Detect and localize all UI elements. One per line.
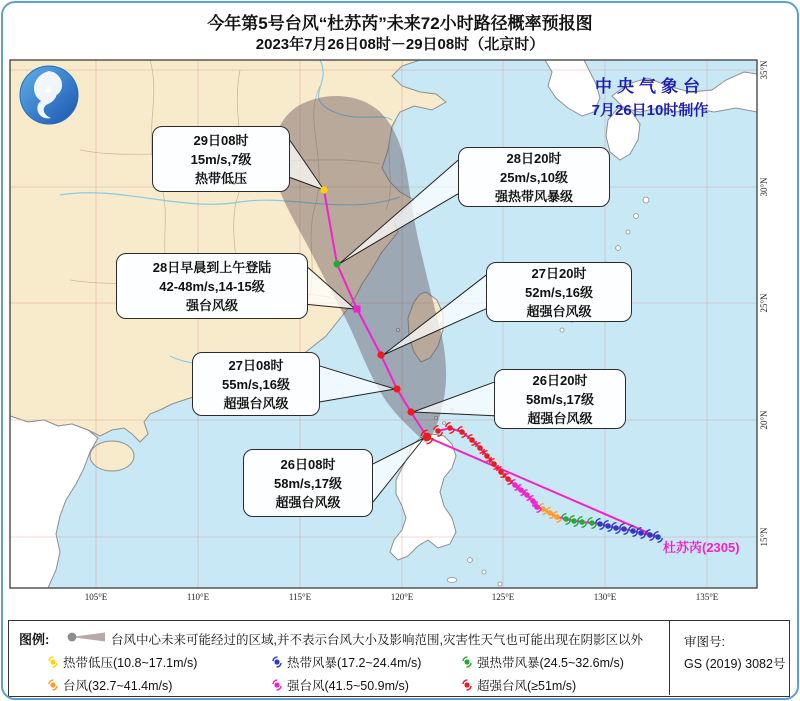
typhoon-glyph-dot [505,476,511,482]
typhoon-glyph-dot [638,530,644,536]
legend-glyph [463,680,471,690]
legend-glyph [273,680,281,690]
legend-item [47,676,172,694]
typhoon-glyph-dot [530,498,536,504]
typhoon-glyph-dot [589,520,595,526]
lon-tick-label: 110°E [186,592,210,602]
typhoon-glyph-dot [655,534,661,540]
legend-item [271,676,409,694]
cone-legend-icon [65,629,109,645]
legend-item-label: 超强台风(≥51m/s) [477,679,577,693]
legend-item-label: 台风(32.7~41.4m/s) [63,679,173,693]
legend-item-label: 热带风暴(17.2~24.4m/s) [287,656,422,670]
callout-c28-20 [458,147,610,207]
lon-tick-label: 105°E [84,592,108,602]
typhoon-glyph-dot [435,428,441,434]
lon-tick-label: 135°E [695,592,719,602]
typhoon-glyph-dot [579,519,585,525]
typhoon-glyph-dot [447,425,453,431]
forecast-point [377,351,384,358]
typhoon-glyph-dot [274,659,279,664]
typhoon-glyph-dot [491,461,497,467]
lon-tick-label: 115°E [288,592,312,602]
typhoon-glyph-dot [469,437,475,443]
typhoon-glyph-dot [621,526,627,532]
legend-glyph [463,657,471,667]
agency-watermark [520,72,780,120]
lat-tick-label: 25°N [759,293,769,313]
forecast-point [320,186,327,193]
lat-tick-label: 20°N [759,410,769,430]
callout-line: 52m/s,16级 [525,284,593,300]
legend-glyph [49,680,57,690]
typhoon-glyph-dot [563,516,569,522]
callout-line: 25m/s,10级 [500,169,568,185]
lon-tick-label: 120°E [390,592,414,602]
typhoon-glyph-dot [547,510,553,516]
typhoon-glyph-dot [477,445,483,451]
callout-c27-20 [486,262,632,322]
legend-category-icon [271,678,283,692]
legend-item-label: 热带低压(10.8~17.1m/s) [63,656,198,670]
legend-category-icon [47,655,59,669]
callout-line: 27日20时 [531,265,587,281]
page-subtitle: 2023年7月26日08时－29日08时（北京时） [255,36,545,53]
forecast-point [333,260,340,267]
typhoon-glyph-dot [630,528,636,534]
callout-line: 27日08时 [228,357,284,373]
callout-line: 26日20时 [532,372,588,388]
callout-line: 超强台风级 [527,410,593,426]
callout-line: 15m/s,7级 [190,151,252,167]
callout-c26-08 [243,449,373,517]
legend-item-label: 强台风(41.5~50.9m/s) [287,679,409,693]
legend-item-label: 强热带风暴(24.5~32.6m/s) [477,656,624,670]
callout-c29-08 [152,126,290,192]
lat-tick-label: 35°N [759,60,769,80]
typhoon-glyph-dot [498,469,504,475]
callout-line: 26日08时 [280,456,336,472]
typhoon-glyph-dot [50,659,55,664]
forecast-point [393,385,400,392]
callout-line: 热带低压 [194,170,247,186]
lon-tick-label: 125°E [491,592,515,602]
legend-category-icon [271,655,283,669]
issue-time: 7月26日10时制作 [591,102,709,119]
callout-line: 42-48m/s,14-15级 [159,278,265,294]
legend-item [461,676,576,694]
typhoon-glyph-dot [554,514,560,520]
typhoon-glyph-dot [571,518,577,524]
callout-c28-land [116,253,308,319]
lat-tick-label: 15°N [759,527,769,547]
lat-tick-label: 30°N [759,177,769,197]
landfall-marker [354,306,361,313]
typhoon-glyph-dot [464,682,469,687]
typhoon-glyph-dot [484,453,490,459]
typhoon-glyph-dot [50,682,55,687]
cma-logo-icon [17,63,81,127]
map-review-number [669,621,791,695]
callout-line: 超强台风级 [526,303,592,319]
legend-panel [8,620,790,697]
typhoon-glyph-dot [512,482,518,488]
callout-line: 29日08时 [193,132,249,148]
agency-name: 中央气象台 [595,77,705,96]
typhoon-glyph-dot [459,429,465,435]
review-label: 审图号: [684,635,725,649]
typhoon-glyph-dot [597,521,603,527]
legend-item [461,653,624,671]
legend-category-icon [461,678,473,692]
legend-category-icon [47,678,59,692]
callout-line: 超强台风级 [275,494,341,510]
review-value: GS (2019) 3082号 [684,657,786,671]
callout-line: 58m/s,17级 [526,391,594,407]
callout-line: 超强台风级 [223,395,289,411]
legend-category-icon [461,655,473,669]
callout-line: 强台风级 [185,297,238,313]
legend-note: 台风中心未来可能经过的区域,并不表示台风大小及影响范围,灾害性天气也可能出现在阴影区以外 [111,633,643,647]
page-title: 今年第5号台风“杜苏芮”未来72小时路径概率预报图 [207,14,593,33]
legend-item [271,653,421,671]
callout-line: 58m/s,17级 [274,475,342,491]
typhoon-glyph-dot [605,523,611,529]
typhoon-glyph-dot [647,532,653,538]
typhoon-glyph-dot [464,659,469,664]
callout-line: 55m/s,16级 [222,376,290,392]
callout-line: 强热带风暴级 [494,188,573,204]
typhoon-glyph-dot [423,433,431,441]
legend-glyph [49,657,57,667]
legend-glyph [273,657,281,667]
legend-title: 图例: [19,632,50,647]
typhoon-glyph-dot [613,525,619,531]
storm-name-label: 杜苏芮(2305) [663,540,740,555]
typhoon-glyph-dot [274,682,279,687]
forecast-point [407,408,414,415]
callout-c27-08 [192,352,320,416]
legend-item [47,653,197,671]
callout-line: 28日20时 [506,150,562,166]
lon-tick-label: 130°E [593,592,617,602]
callout-c26-20 [494,369,626,429]
callout-line: 28日早晨到上午登陆 [152,259,272,275]
hainan-island [90,441,134,471]
